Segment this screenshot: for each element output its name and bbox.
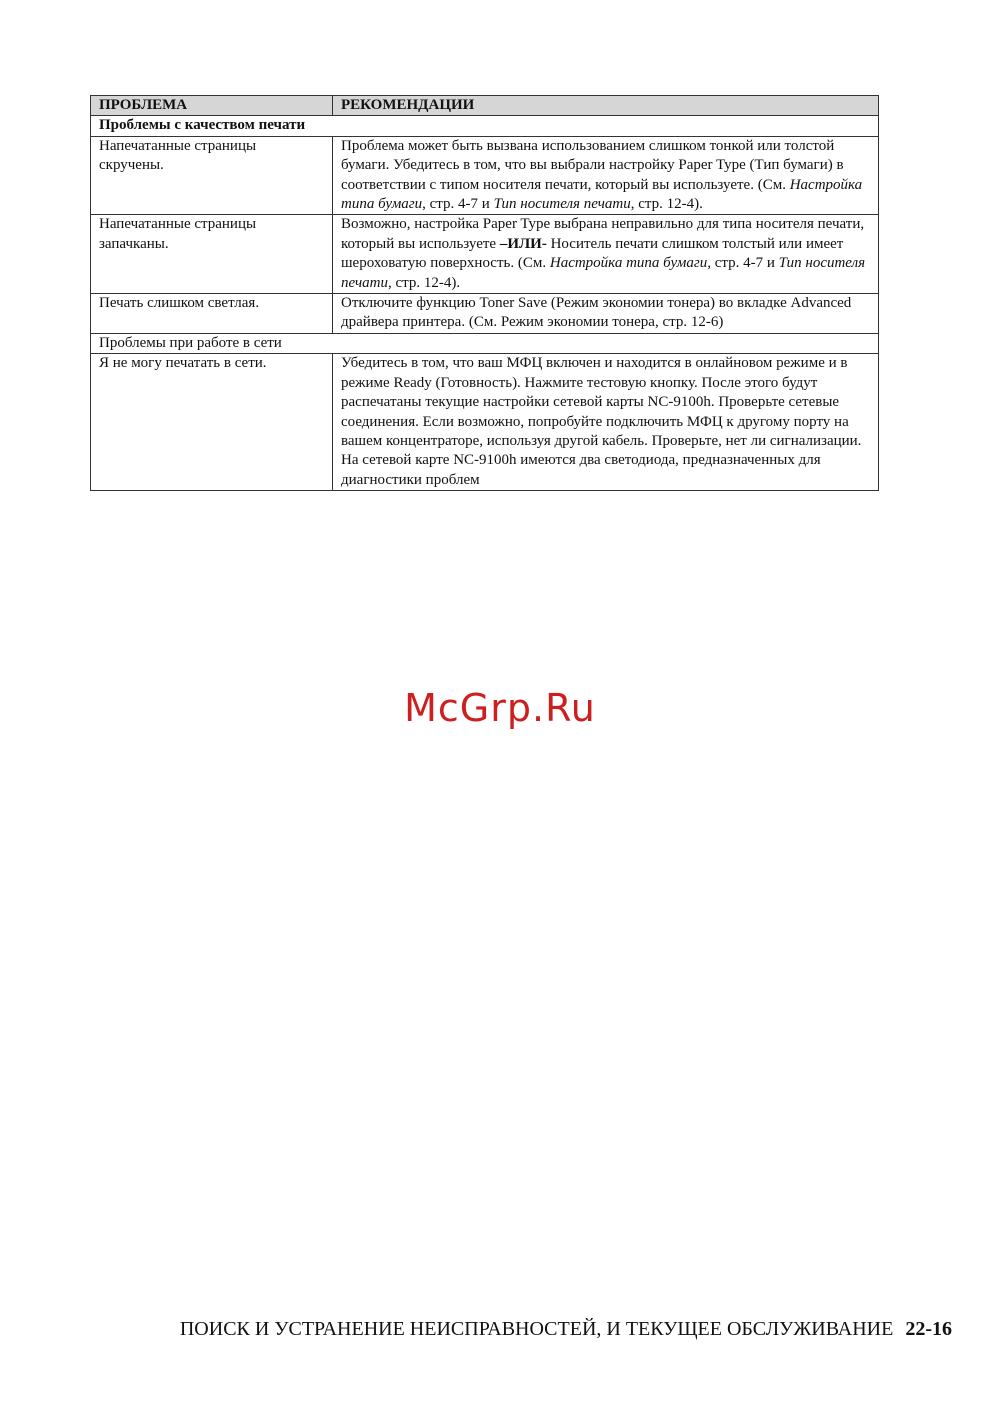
recommendation-text: , стр. 4-7 и (422, 196, 494, 213)
recommendation-cell (333, 215, 879, 294)
section-title-print-quality: Проблемы с качеством печати (91, 116, 879, 136)
page-number: 22-16 (905, 1318, 952, 1340)
reference-paper-type-setting: Настройка типа бумаги (341, 176, 863, 213)
recommendation-text: , стр. 12-4). (630, 196, 703, 213)
reference-media-type: Тип носителя печати (341, 255, 866, 291)
recommendation-text: Проблема может быть вызвана использованием слишком тонкой или толстой бумаги. Убедитесь в том, что вы выбрали настройку Paper Type (Тип бумаги) в соответствии с типом носителя печати, который вы используете. (См. (341, 137, 844, 193)
column-header-recommendations: РЕКОМЕНДАЦИИ (333, 96, 879, 116)
troubleshooting-table (90, 95, 879, 491)
column-header-problem: ПРОБЛЕМА (91, 96, 333, 116)
reference-media-type: Тип носителя печати (493, 196, 631, 213)
footer-chapter-title: ПОИСК И УСТРАНЕНИЕ НЕИСПРАВНОСТЕЙ, И ТЕКУЩЕЕ ОБСЛУЖИВАНИЕ (179, 1318, 894, 1340)
recommendation-cell: Убедитесь в том, что ваш МФЦ включен и находится в онлайновом режиме и в режиме Ready (Готовность). Нажмите тестовую кнопку. После этого будут распечатаны текущие настройки сетевой карты NC-9100h. Проверьте сетевые соединения. Если возможно, попробуйте подключить МФЦ к другому порту на вашем концентраторе, используя другой кабель. Проверьте, нет ли сигнализации. На сетевой карте NC-9100h имеются два светодиода, предназначенных для диагностики проблем (333, 354, 879, 491)
problem-cell: Я не могу печатать в сети. (91, 354, 333, 491)
reference-paper-type-setting: Настройка типа бумаги (549, 255, 708, 272)
recommendation-text: Носитель печати слишком толстый или имеет шероховатую поверхность. (См. (341, 235, 844, 272)
recommendation-cell (333, 136, 879, 215)
page-footer (180, 1318, 952, 1341)
problem-cell: Напечатанные страницы запачканы. (91, 215, 333, 294)
watermark-text: McGrp.Ru (404, 686, 596, 730)
table-row (91, 294, 879, 334)
recommendation-cell: Отключите функцию Toner Save (Режим экономии тонера) во вкладке Advanced драйвера принтера. (См. Режим экономии тонера, стр. 12-6) (333, 294, 879, 334)
recommendation-text: Возможно, настройка Paper Type выбрана неправильно для типа носителя печати, который вы используете (341, 216, 865, 252)
recommendation-text: , стр. 4-7 и (707, 255, 779, 272)
table-row (91, 215, 879, 294)
table-row (91, 136, 879, 215)
problem-cell: Напечатанные страницы скручены. (91, 136, 333, 215)
section-row-network (91, 333, 879, 353)
or-separator: –ИЛИ- (499, 235, 547, 252)
section-title-network: Проблемы при работе в сети (91, 333, 879, 353)
problem-cell: Печать слишком светлая. (91, 294, 333, 334)
recommendation-text: , стр. 12-4). (387, 274, 461, 291)
table-header-row (91, 96, 879, 116)
section-row-print-quality (91, 116, 879, 136)
table-row (91, 354, 879, 491)
